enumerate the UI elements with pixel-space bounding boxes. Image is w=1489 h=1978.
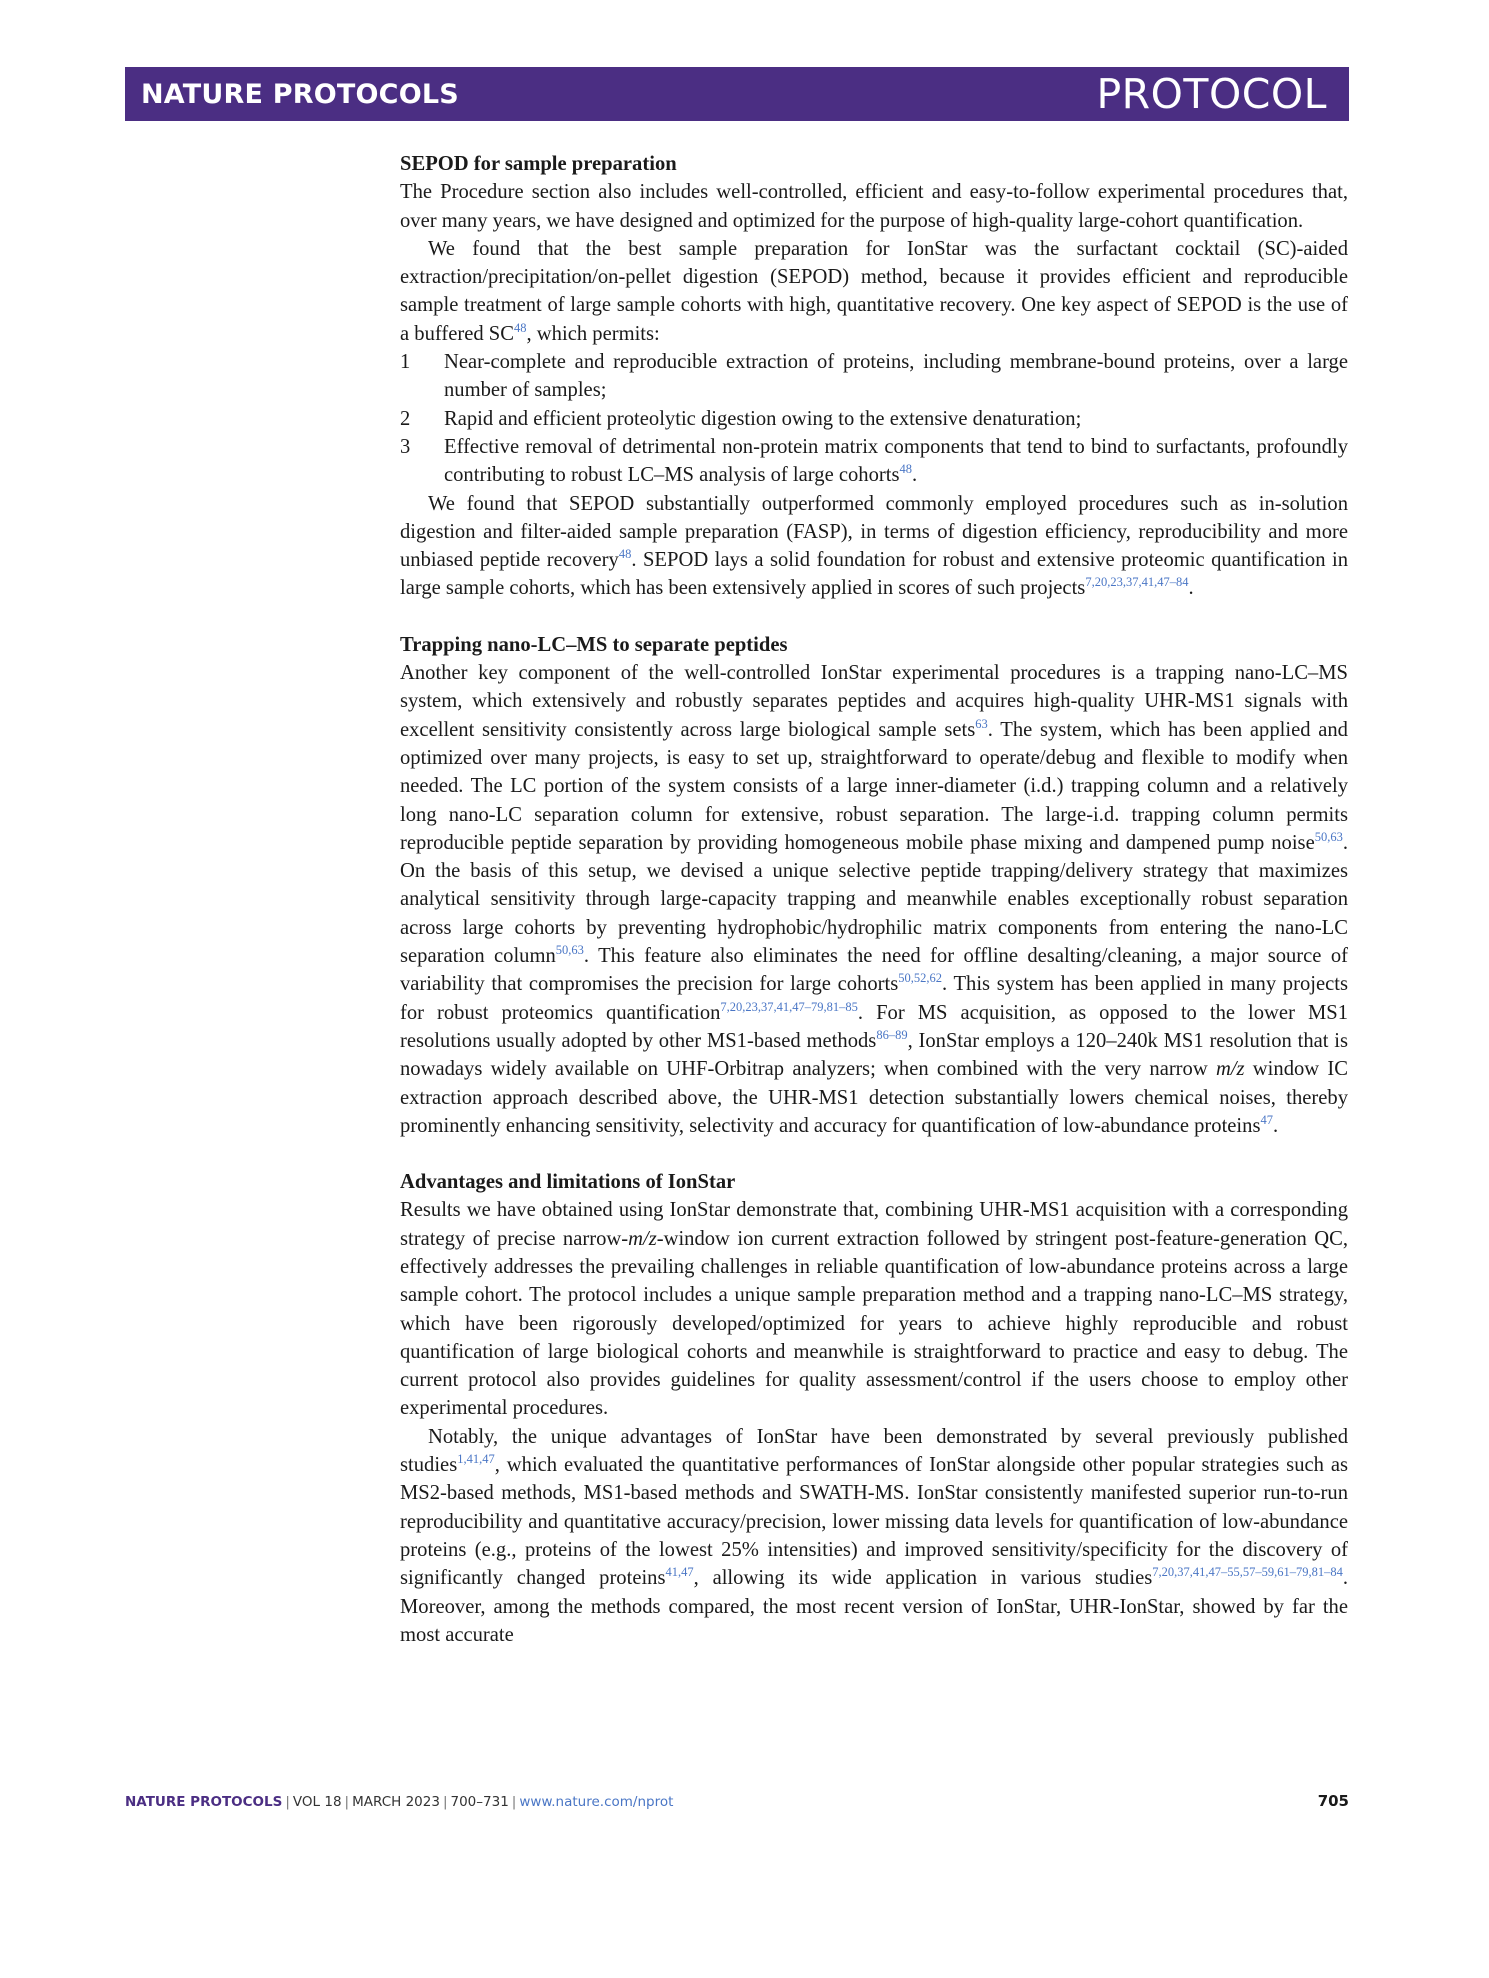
citation-link[interactable]: 50,63 bbox=[1314, 829, 1343, 844]
citation-link[interactable]: 48 bbox=[618, 547, 632, 562]
list-number: 3 bbox=[400, 435, 411, 458]
citation-link[interactable]: 41,47 bbox=[665, 1565, 694, 1580]
paragraph: Results we have obtained using IonStar demonstrate that, combining UHR-MS1 acquisition with a corresponding strategy of precise narrow-m/z-window ion current extraction followed by stringent post-feature-generation QC, effectively addresses the prevailing challenges in reliable quantification of low-abundance proteins across a large sample cohort. The protocol includes a unique sample preparation method and a trapping nano-LC–MS strategy, which have been rigorously developed/optimized for years to achieve highly reproducible and robust quantification of large biological cohorts and meanwhile is straightforward to practice and easy to debug. The current protocol also provides guidelines for quality assessment/control if the users choose to employ other experimental procedures. bbox=[400, 1199, 1348, 1420]
article-body bbox=[400, 150, 1348, 1649]
paragraph: Another key component of the well-controlled IonStar experimental procedures is a trapping nano-LC–MS system, which extensively and robustly separates peptides and acquires high-quality UHR-MS1 signals with excellent sensitivity consistently across large biological sample sets$^{63}$. The system, which has been applied and optimized over many projects, is easy to set up, straightforward to operate/debug and flexible to modify when needed. The LC portion of the system consists of a large inner-diameter (i.d.) trapping column and a relatively long nano-LC separation column for extensive, robust separation. The large-i.d. trapping column permits reproducible peptide separation by providing homogeneous mobile phase mixing and dampened pump noise$^{50,63}$. On the basis of this setup, we devised a unique selective peptide trapping/delivery strategy that maximizes analytical sensitivity through large-capacity trapping and meanwhile enables exceptionally robust separation across large cohorts by preventing hydrophobic/hydrophilic matrix components from entering the nano-LC separation column$^{50,63}$. This feature also eliminates the need for offline desalting/cleaning, a major source of variability that compromises the precision for large cohorts$^{50,52,62}$. This system has been applied in many projects for robust proteomics quantification$^{7,20,23,37,41,47-79,81-85}$. For MS acquisition, as opposed to the lower MS1 resolutions usually adopted by other MS1-based methods$^{86-89}$, IonStar employs a 120–240k MS1 resolution that is nowadays widely available on UHF-Orbitrap analyzers; when combined with the very narrow m/z window IC extraction approach described above, the UHR-MS1 detection substantially lowers chemical noises, thereby prominently enhancing sensitivity, selectivity and accuracy for quantification of low-abundance proteins$^{47}$. bbox=[400, 662, 1349, 1137]
article-type: PROTOCOL bbox=[1096, 70, 1327, 118]
list-item: 3 Effective removal of detrimental non-protein matrix components that tend to bind to surfactants, profoundly contributing to robust LC–MS analysis of large cohorts$^{48}$. bbox=[400, 433, 1348, 490]
paragraph: Notably, the unique advantages of IonStar have been demonstrated by several previously published studies$^{1,41,47}$, which evaluated the quantitative performances of IonStar alongside other popular strategies such as MS2-based methods, MS1-based methods and SWATH-MS. IonStar consistently manifested superior run-to-run reproducibility and quantitative accuracy/precision, lower missing data levels for quantification of low-abundance proteins (e.g., proteins of the lowest 25% intensities) and improved sensitivity/specificity for the discovery of significantly changed proteins$^{41,47}$, allowing its wide application in various studies$^{7,20,37,41,47-55,57-59,61-79,81-84}$. Moreover, among the methods compared, the most recent version of IonStar, UHR-IonStar, showed by far the most accurate bbox=[400, 1425, 1349, 1646]
footer-url-link[interactable]: www.nature.com/nprot bbox=[519, 1794, 674, 1810]
footer-date: MARCH 2023 bbox=[352, 1794, 440, 1810]
paragraph: The Procedure section also includes well-controlled, efficient and easy-to-follow experimental procedures that, over many years, we have designed and optimized for the purpose of high-quality large-cohort quantification. bbox=[400, 181, 1348, 232]
journal-name: NATURE PROTOCOLS bbox=[141, 78, 459, 110]
citation-link[interactable]: 7,20,23,37,41,47–84 bbox=[1085, 575, 1189, 590]
citation-link[interactable]: 48 bbox=[899, 462, 912, 477]
footer-volume: VOL 18 bbox=[292, 1794, 342, 1810]
citation-link[interactable]: 48 bbox=[514, 320, 527, 335]
citation-link[interactable]: 1,41,47 bbox=[457, 1452, 495, 1467]
section-heading-advantages: Advantages and limitations of IonStar bbox=[400, 1171, 736, 1194]
citation-link[interactable]: 7,20,37,41,47–55,57–59,61–79,81–84 bbox=[1152, 1565, 1343, 1580]
list-item: 1 Near-complete and reproducible extraction of proteins, including membrane-bound proteins, over a large number of samples; bbox=[400, 348, 1348, 405]
page-footer bbox=[125, 1792, 1349, 1810]
paragraph: We found that SEPOD substantially outperformed commonly employed procedures such as in-solution digestion and filter-aided sample preparation (FASP), in terms of digestion efficiency, reproducibility and more unbiased peptide recovery$^{48}$. SEPOD lays a solid foundation for robust and extensive proteomic quantification in large sample cohorts, which has been extensively applied in scores of such projects$^{7,20,23,37,41,47-84}$. bbox=[400, 492, 1348, 600]
list-number: 2 bbox=[400, 407, 411, 430]
citation-link[interactable]: 50,52,62 bbox=[898, 971, 942, 986]
citation-link[interactable]: 50,63 bbox=[555, 943, 584, 958]
section-heading-sepod: SEPOD for sample preparation bbox=[400, 153, 677, 175]
header-bar bbox=[125, 67, 1349, 121]
citation-link[interactable]: 47 bbox=[1260, 1112, 1273, 1127]
citation-link[interactable]: 63 bbox=[975, 716, 988, 731]
paragraph: We found that the best sample preparation for IonStar was the surfactant cocktail (SC)-aided extraction/precipitation/on-pellet digestion (SEPOD) method, because it provides efficient and reproducible sample treatment of large sample cohorts with high, quantitative recovery. One key aspect of SEPOD is the use of a buffered SC$^{48}$, which permits: bbox=[400, 237, 1348, 345]
footer-citation: NATURE PROTOCOLS | VOL 18 | MARCH 2023 | 700–731 | www.nature.com/nprot bbox=[125, 1794, 674, 1810]
section-heading-trapping: Trapping nano-LC–MS to separate peptides bbox=[400, 633, 788, 656]
citation-link[interactable]: 7,20,23,37,41,47–79,81–85 bbox=[720, 999, 858, 1014]
footer-pages: 700–731 bbox=[450, 1794, 509, 1810]
footer-journal: NATURE PROTOCOLS bbox=[125, 1794, 283, 1810]
list-item: 2 Rapid and efficient proteolytic digestion owing to the extensive denaturation; bbox=[400, 405, 1348, 433]
citation-link[interactable]: 86–89 bbox=[876, 1027, 908, 1042]
numbered-list bbox=[400, 348, 1348, 489]
page-number: 705 bbox=[1317, 1792, 1349, 1810]
list-number: 1 bbox=[400, 351, 411, 374]
